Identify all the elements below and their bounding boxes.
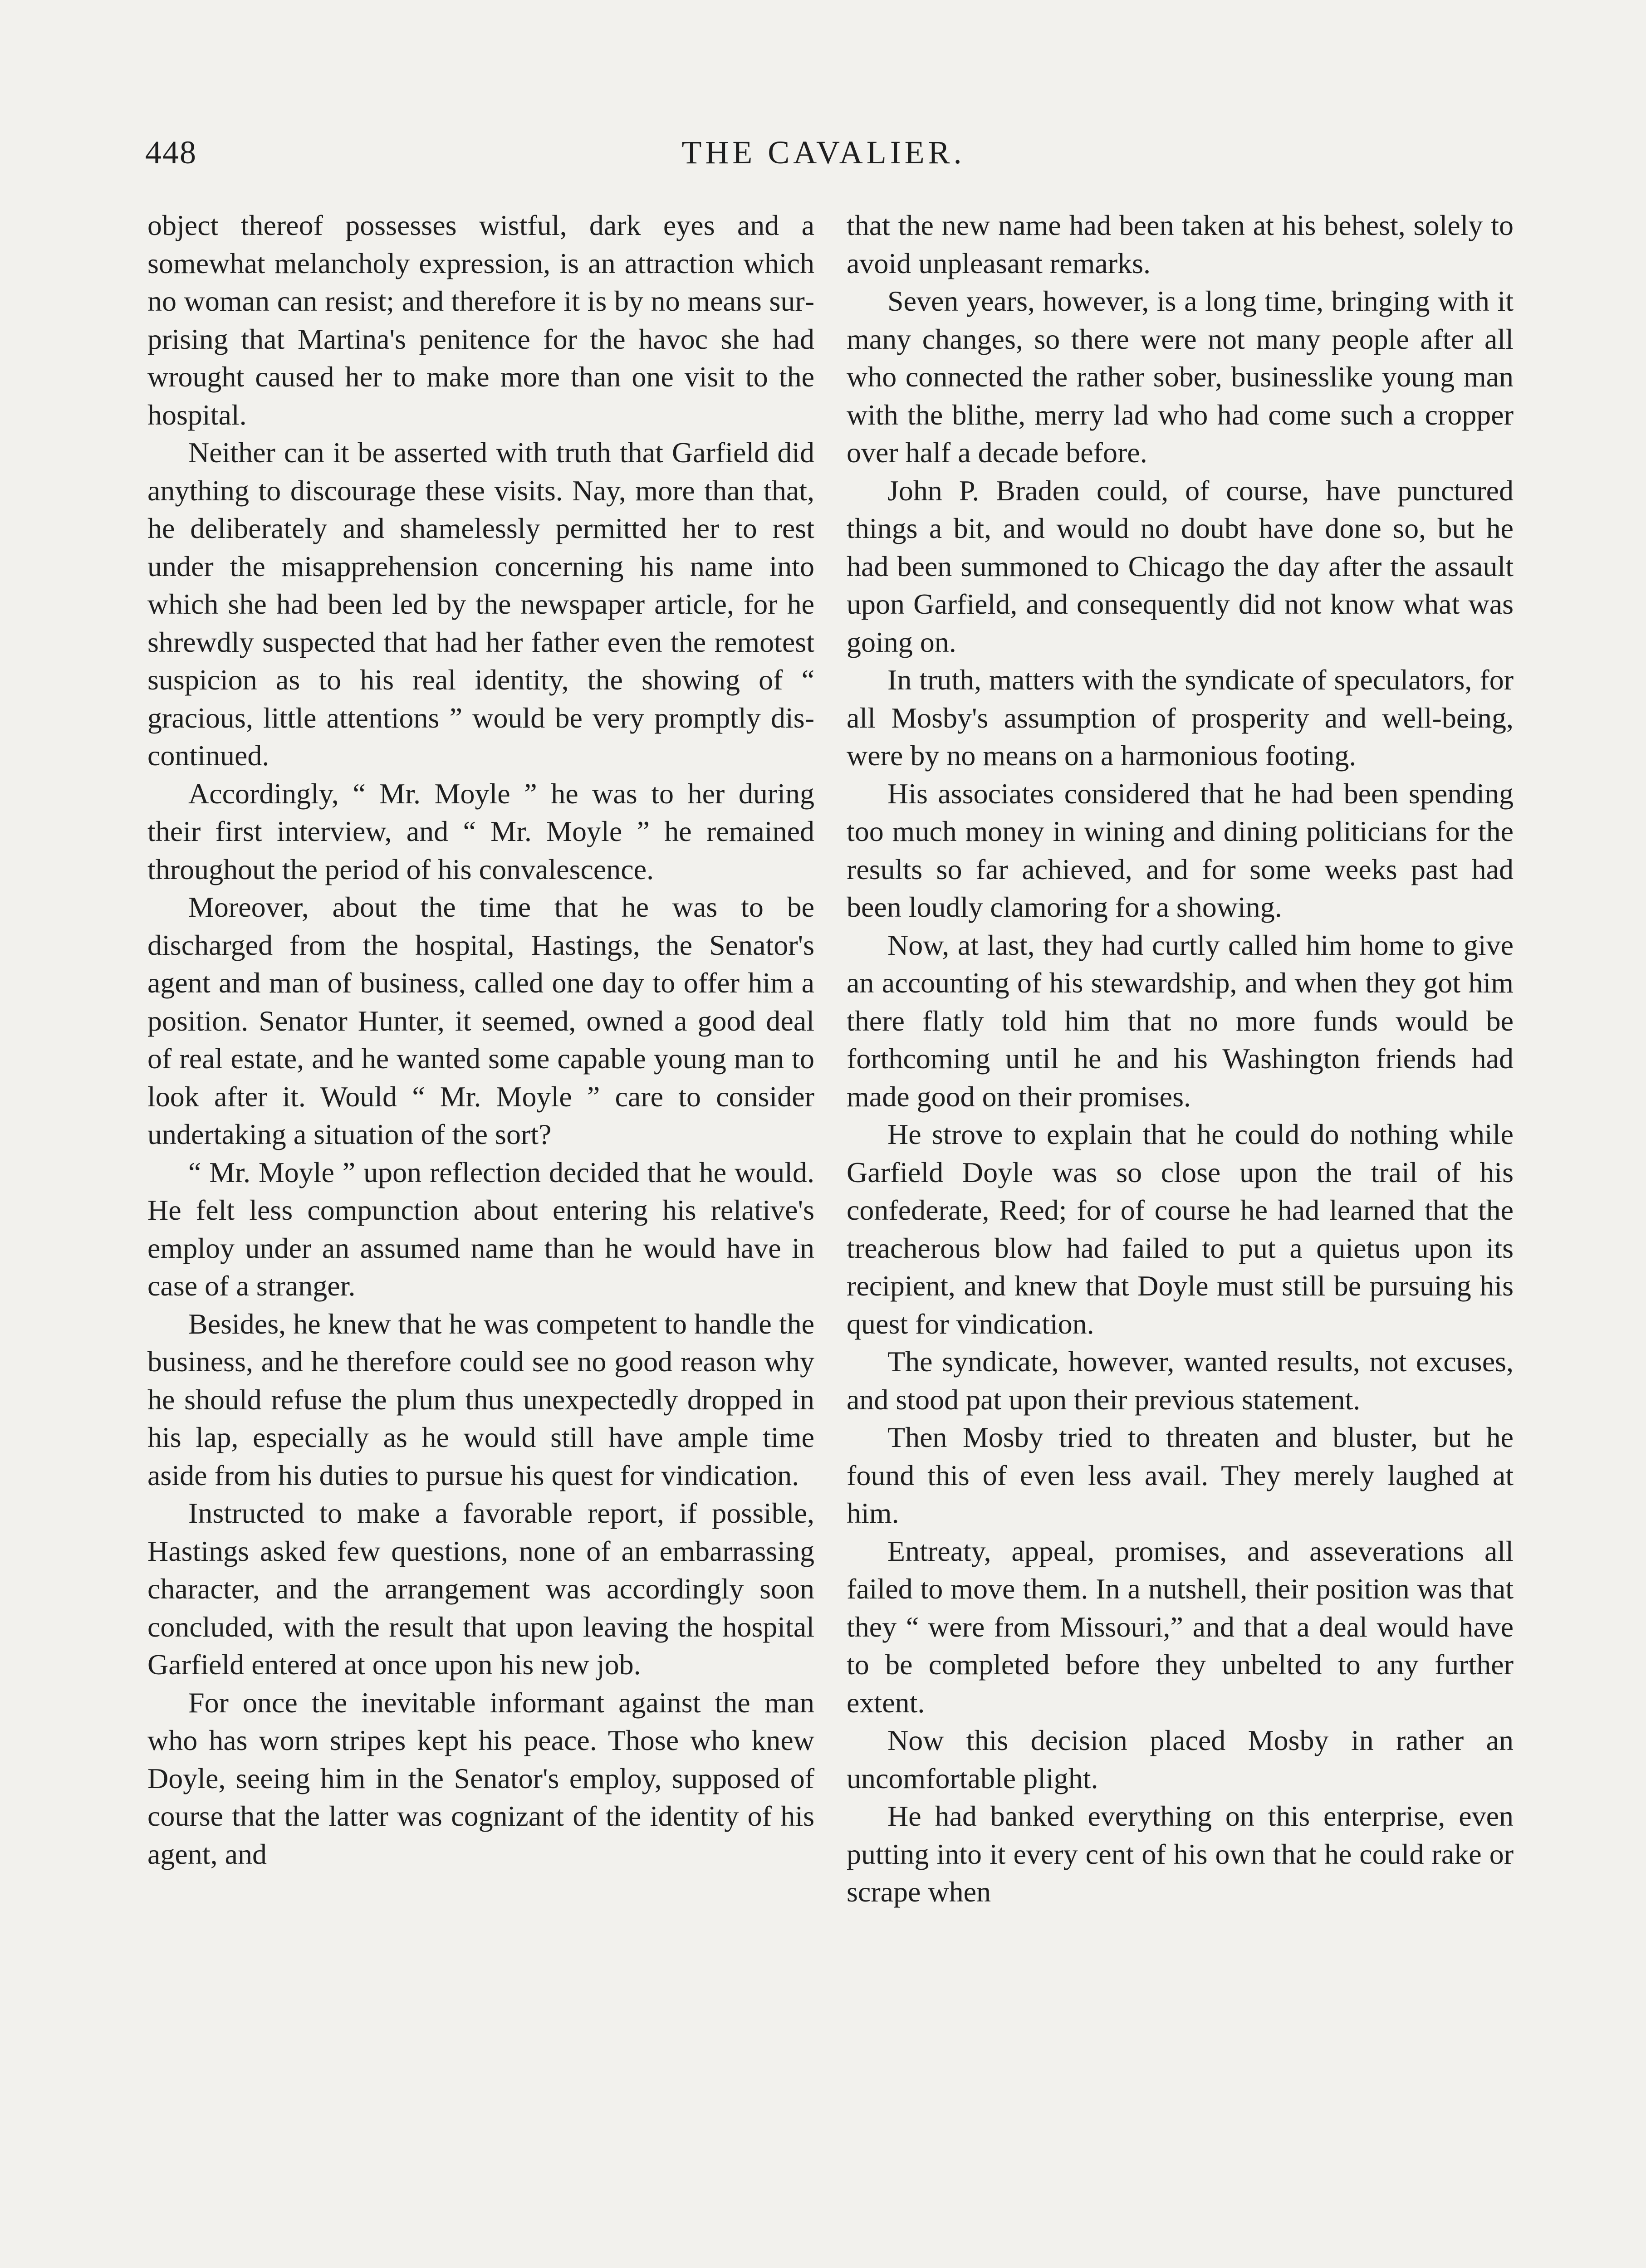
left-column (147, 206, 814, 1873)
page-number: 448 (145, 134, 197, 171)
paragraph: He strove to explain that he could do nothing while Garfield Doyle was so close upon the trail of his confederate, Reed; for of course he had learned that the treacherous blow had failed to put a quietus upon its recipient, and knew that Doyle must still be pursuing his quest for vindication. (847, 1118, 1514, 1340)
paragraph: Accordingly, “ Mr. Moyle ” he was to her during their first interview, and “ Mr. Moyle ” he remained throughout the period of his convalescence. (147, 777, 814, 885)
paragraph: His associates considered that he had been spending too much money in wining and dining politicians for the results so far achieved, and for some weeks past had been loudly clamoring for a showing. (847, 777, 1514, 923)
paragraph: that the new name had been taken at his behest, solely to avoid unpleasant remarks. (847, 209, 1514, 279)
right-column (847, 206, 1514, 1911)
paragraph: Then Mosby tried to threaten and bluster, but he found this of even less avail. They merely laughed at him. (847, 1421, 1514, 1529)
paragraph: The syndicate, however, wanted results, not excuses, and stood pat upon their previous statement. (847, 1345, 1514, 1416)
paragraph: He had banked everything on this enterprise, even putting into it every cent of his own that he could rake or scrape when (847, 1800, 1514, 1908)
paragraph: Instructed to make a favorable report, if possible, Hastings asked few questions, none of an embarrassing character, and the arrangement was accordingly soon concluded, with the result that upon leaving the hospital Garfield entered at once upon his new job. (147, 1497, 814, 1681)
paragraph: object thereof possesses wistful, dark eyes and a somewhat melancholy expression, is an attraction which no woman can resist; and therefore it is by no means surprising that Martina's penitence for the havoc she had wrought caused her to make more than one visit to the hospital. (147, 209, 814, 431)
paragraph: Entreaty, appeal, promises, and asseverations all failed to move them. In a nutshell, their position was that they “ were from Missouri,” and that a deal would have to be completed before they unbelted to any further extent. (847, 1535, 1514, 1719)
paragraph: Now, at last, they had curtly called him home to give an accounting of his stewardship, and when they got him there flatly told him that no more funds would be forthcoming until he and his Washington friends had made good on their promises. (847, 929, 1514, 1113)
paragraph: For once the inevitable informant against the man who has worn stripes kept his peace. Those who knew Doyle, seeing him in the Senator's employ, supposed of course that the latter was cognizant of the identity of his agent, and (147, 1686, 814, 1870)
paragraph: Seven years, however, is a long time, bringing with it many changes, so there were not many people after all who connected the rather sober, businesslike young man with the blithe, merry lad who had come such a cropper over half a decade before. (847, 285, 1514, 469)
paragraph: Besides, he knew that he was competent to handle the business, and he therefore could see no good reason why he should refuse the plum thus unexpectedly dropped in his lap, especially as he would still have ample time aside from his duties to pursue his quest for vindication. (147, 1307, 814, 1491)
paragraph: “ Mr. Moyle ” upon reflection decided that he would. He felt less compunction about entering his relative's employ under an assumed name than he would have in case of a stranger. (147, 1156, 814, 1302)
paragraph: In truth, matters with the syndicate of speculators, for all Mosby's assumption of prosperity and well-being, were by no means on a harmonious footing. (847, 664, 1514, 772)
paragraph: Now this decision placed Mosby in rather an uncomfortable plight. (847, 1724, 1514, 1794)
running-title: THE CAVALIER. (681, 134, 965, 171)
paragraph: Neither can it be asserted with truth that Garfield did anything to discourage these visits. Nay, more than that, he deliberately and shamelessly permitted her to rest under the misapprehension concerning his name into which she had been led by the newspaper article, for he shrewdly suspected that had her father even the remotest suspicion as to his real identity, the showing of “ gracious, little attentions ” would be very promptly discontinued. (147, 436, 814, 772)
paragraph: John P. Braden could, of course, have punctured things a bit, and would no doubt have done so, but he had been summoned to Chicago the day after the assault upon Garfield, and consequently did not know what was going on. (847, 474, 1514, 658)
paragraph: Moreover, about the time that he was to be discharged from the hospital, Hastings, the Senator's agent and man of business, called one day to offer him a position. Senator Hunter, it seemed, owned a good deal of real estate, and he wanted some capable young man to look after it. Would “ Mr. Moyle ” care to consider undertaking a situation of the sort? (147, 891, 814, 1150)
page-header (145, 134, 1502, 188)
